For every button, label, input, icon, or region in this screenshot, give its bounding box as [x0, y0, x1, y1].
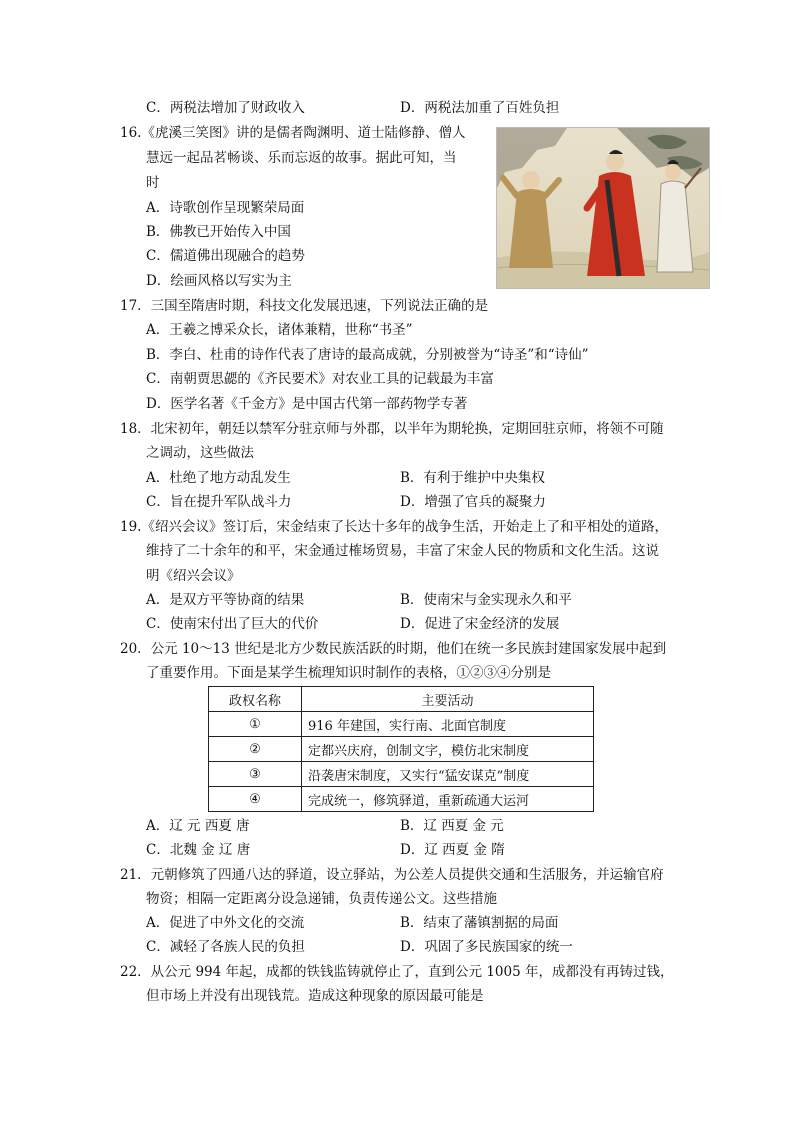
q16-stem-line-2: 慧远一起品茗畅谈、乐而忘返的故事。据此可知，当 — [146, 150, 457, 166]
table-cell-activity: 916 年建国，实行南、北面官制度 — [302, 712, 594, 737]
q17-option-c: C．南朝贾思勰的《齐民要术》对农业工具的记载最为丰富 — [146, 371, 494, 387]
q18-option-c: C．旨在提升军队战斗力 — [146, 494, 292, 510]
table-cell-activity: 沿袭唐宋制度，又实行“猛安谋克”制度 — [302, 762, 594, 787]
q18-option-b: B．有利于维护中央集权 — [400, 470, 545, 486]
painting-image — [496, 127, 710, 289]
q16-stem-line-3: 时 — [146, 175, 160, 191]
regime-table — [208, 686, 594, 812]
q22-stem-line-1: 22．从公元 994 年起，成都的铁钱监铸就停止了，直到公元 1005 年，成都没有再铸过钱， — [120, 964, 674, 980]
q22-stem-line-2: 但市场上并没有出现钱荒。造成这种现象的原因最可能是 — [146, 988, 484, 1004]
q20-option-c: C．北魏 金 辽 唐 — [146, 842, 251, 858]
q16-option-b: B．佛教已开始传入中国 — [146, 224, 291, 240]
q19-option-c: C．使南宋付出了巨大的代价 — [146, 616, 319, 632]
table-cell-regime: ① — [209, 712, 302, 737]
q15-option-c: C．两税法增加了财政收入 — [146, 100, 305, 116]
q19-option-d: D．促进了宋金经济的发展 — [400, 616, 560, 632]
q16-option-d: D．绘画风格以写实为主 — [146, 273, 292, 289]
q20-option-d: D．辽 西夏 金 隋 — [400, 842, 505, 858]
q18-option-d: D．增强了官兵的凝聚力 — [400, 494, 546, 510]
q21-stem-line-1: 21．元朝修筑了四通八达的驿道，设立驿站，为公差人员提供交通和生活服务，并运输官府 — [120, 867, 664, 883]
table-row — [209, 787, 594, 812]
table-header-regime: 政权名称 — [209, 687, 302, 712]
q19-option-b: B．使南宋与金实现永久和平 — [400, 592, 572, 608]
table-cell-regime: ② — [209, 737, 302, 762]
q21-option-b: B．结束了藩镇割据的局面 — [400, 915, 559, 931]
table-cell-regime: ③ — [209, 762, 302, 787]
q21-option-a: A．促进了中外文化的交流 — [146, 915, 305, 931]
q19-stem-line-3: 明《绍兴会议》 — [146, 568, 241, 584]
q18-stem-line-2: 之调动，这些做法 — [146, 445, 254, 461]
q20-stem-line-2: 了重要作用。下面是某学生梳理知识时制作的表格，①②③④分别是 — [146, 665, 551, 681]
q20-option-b: B．辽 西夏 金 元 — [400, 818, 504, 834]
table-cell-activity: 完成统一，修筑驿道，重新疏通大运河 — [302, 787, 594, 812]
table-row — [209, 762, 594, 787]
q19-stem-line-1: 19.《绍兴会议》签订后，宋金结束了长达十多年的战争生活，开始走上了和平相处的道路， — [120, 519, 668, 535]
table-header-activity: 主要活动 — [302, 687, 594, 712]
q19-option-a: A．是双方平等协商的结果 — [146, 592, 305, 608]
q21-stem-line-2: 物资；相隔一定距离分设急递铺，负责传递公文。这些措施 — [146, 891, 497, 907]
q20-option-a: A．辽 元 西夏 唐 — [146, 818, 250, 834]
q17-option-b: B．李白、杜甫的诗作代表了唐诗的最高成就，分别被誉为“诗圣”和“诗仙” — [146, 347, 589, 363]
q20-stem-line-1: 20．公元 10～13 世纪是北方少数民族活跃的时期，他们在统一多民族封建国家发展中起到 — [120, 641, 667, 657]
table-row — [209, 737, 594, 762]
q15-option-d: D．两税法加重了百姓负担 — [400, 100, 560, 116]
q17-stem: 17．三国至隋唐时期，科技文化发展迅速，下列说法正确的是 — [120, 298, 489, 314]
q21-option-c: C．减轻了各族人民的负担 — [146, 939, 305, 955]
table-cell-regime: ④ — [209, 787, 302, 812]
q16-option-a: A．诗歌创作呈现繁荣局面 — [146, 200, 305, 216]
table-header-row — [209, 687, 594, 712]
q18-stem-line-1: 18．北宋初年，朝廷以禁军分驻京师与外郡，以半年为期轮换，定期回驻京师，将领不可随 — [120, 421, 664, 437]
q21-option-d: D．巩固了多民族国家的统一 — [400, 939, 573, 955]
q17-option-a: A．王羲之博采众长，诸体兼精，世称“书圣” — [146, 322, 413, 338]
q19-stem-line-2: 维持了二十余年的和平，宋金通过榷场贸易，丰富了宋金人民的物质和文化生活。这说 — [146, 543, 659, 559]
table-cell-activity: 定都兴庆府，创制文字，模仿北宋制度 — [302, 737, 594, 762]
q16-stem-line-1: 16.《虎溪三笑图》讲的是儒者陶渊明、道士陆修静、僧人 — [120, 125, 466, 141]
q18-option-a: A．杜绝了地方动乱发生 — [146, 470, 291, 486]
q17-option-d: D．医学名著《千金方》是中国古代第一部药物学专著 — [146, 396, 468, 412]
q16-option-c: C．儒道佛出现融合的趋势 — [146, 248, 305, 264]
table-row — [209, 712, 594, 737]
